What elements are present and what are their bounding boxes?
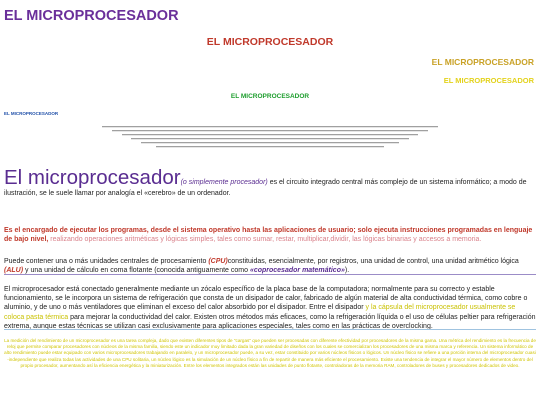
heading-5: EL MICROPROCESADOR [230,93,310,100]
heading-3: EL MICROPROCESADOR [431,57,534,67]
intro-italic: (o simplemente procesador) [180,179,268,186]
divider-2 [112,130,428,132]
cooling-paragraph [4,285,536,331]
program-paragraph [4,226,536,244]
section-divider [4,274,536,275]
intro-text: es el circuito integrado central más complejo de un sistema informático; a modo de ilustración, se le suele llamar por analogía el «cerebro» de un ordenador. [4,179,527,197]
units-text-3: y una unidad de cálculo en coma flotante (conocida antiguamente como [23,267,250,275]
units-paragraph [4,257,536,275]
intro-paragraph [4,167,536,199]
performance-paragraph: La medición del rendimiento de un microprocesador es una tarea compleja, dado que existen diferentes tipos de "cargas" que pueden ser procesadas con diferente efectividad por procesadores de la misma gama. Una métrica del rendimiento es la frecuencia de reloj que permite comparar procesadores con núcleos de la misma familia, siendo este un indicador muy limitado dada la gran variedad de diseños con los cuales se comercializan los procesadores de una misma marca y referencia. Un sistema informático de alto rendimiento puede estar equipado con varios microprocesadores trabajando en paralelo, y un microprocesador puede, a su vez, estar constituido por varios núcleos físicos o lógicos. Un núcleo físico se refiere a una porción interna del microprocesador cuasi -independiente que realiza todas las actividades de una CPU solitaria, un núcleo lógico es la simulación de un núcleo físico a fin de repartir de manera más eficiente el procesamiento. Existe una tendencia de integrar el mayor número de elementos dentro del propio procesador, aumentando así la eficiencia energética y la miniaturización. Entre los elementos integrados están las unidades de punto flotante, controladoras de la memoria RAM, controladores de buses y procesadores dedicados de video. [4,337,536,369]
alu-term: (ALU) [4,267,24,275]
heading-2: EL MICROPROCESADOR [206,36,334,48]
heading-4: EL MICROPROCESADOR [443,76,534,85]
cooling-text-1: El microprocesador está conectado generalmente mediante un zócalo específico de la placa base de la computadora; normalmente para su correcto y estable funcionamiento, se le incorpora un sistema de refrigeración que consta de un disipador de calor, fabricado de algún material de alta conductividad térmica, como cobre o aluminio, y de uno o más ventiladores que eliminan el exceso del calor absorbido por el disipador. Entre el disipador [4,286,528,312]
units-text-2: constituidas, esencialmente, por registros, una unidad de control, una unidad aritmético lógica [227,258,519,265]
coprocessor-term: «coprocesador matemático» [249,267,345,275]
divider-6 [156,146,384,148]
units-text-1: Puede contener una o más unidades centrales de procesamiento [4,258,209,265]
divider-5 [141,142,399,144]
heading-6: EL MICROPROCESADOR [4,111,59,116]
cooling-text-2: para mejorar la conductividad del calor. Existen otros métodos más eficaces, como la refrigeración líquida o el uso de células peltier para refrigeración extrema, aunque estas técnicas se utilizan casi exclusivamente para aplicaciones especiales, tales como en las prácticas de overclocking. [4,313,536,330]
divider-1 [102,126,438,128]
program-bold-text: Es el encargado de ejecutar los programas, desde el sistema operativo hasta las aplicaciones de usuario; solo ejecuta instrucciones programadas en lenguaje de bajo nivel, [4,227,533,244]
section-divider-2 [4,329,536,330]
divider-4 [131,138,409,140]
heading-1: EL MICROPROCESADOR [4,8,179,24]
units-text-4: ). [344,267,350,275]
program-rest-text: realizando operaciones aritméticas y lógicas simples, tales como sumar, restar, multiplicar,dividir, las lógicas binarias y accesos a memoria. [48,236,482,244]
cpu-term: (CPU) [208,258,228,265]
thermal-paste-text: y la cápsula del microprocesador usualmente se coloca pasta térmica [4,304,516,321]
intro-title: El microprocesador [4,166,181,189]
divider-3 [122,134,418,136]
